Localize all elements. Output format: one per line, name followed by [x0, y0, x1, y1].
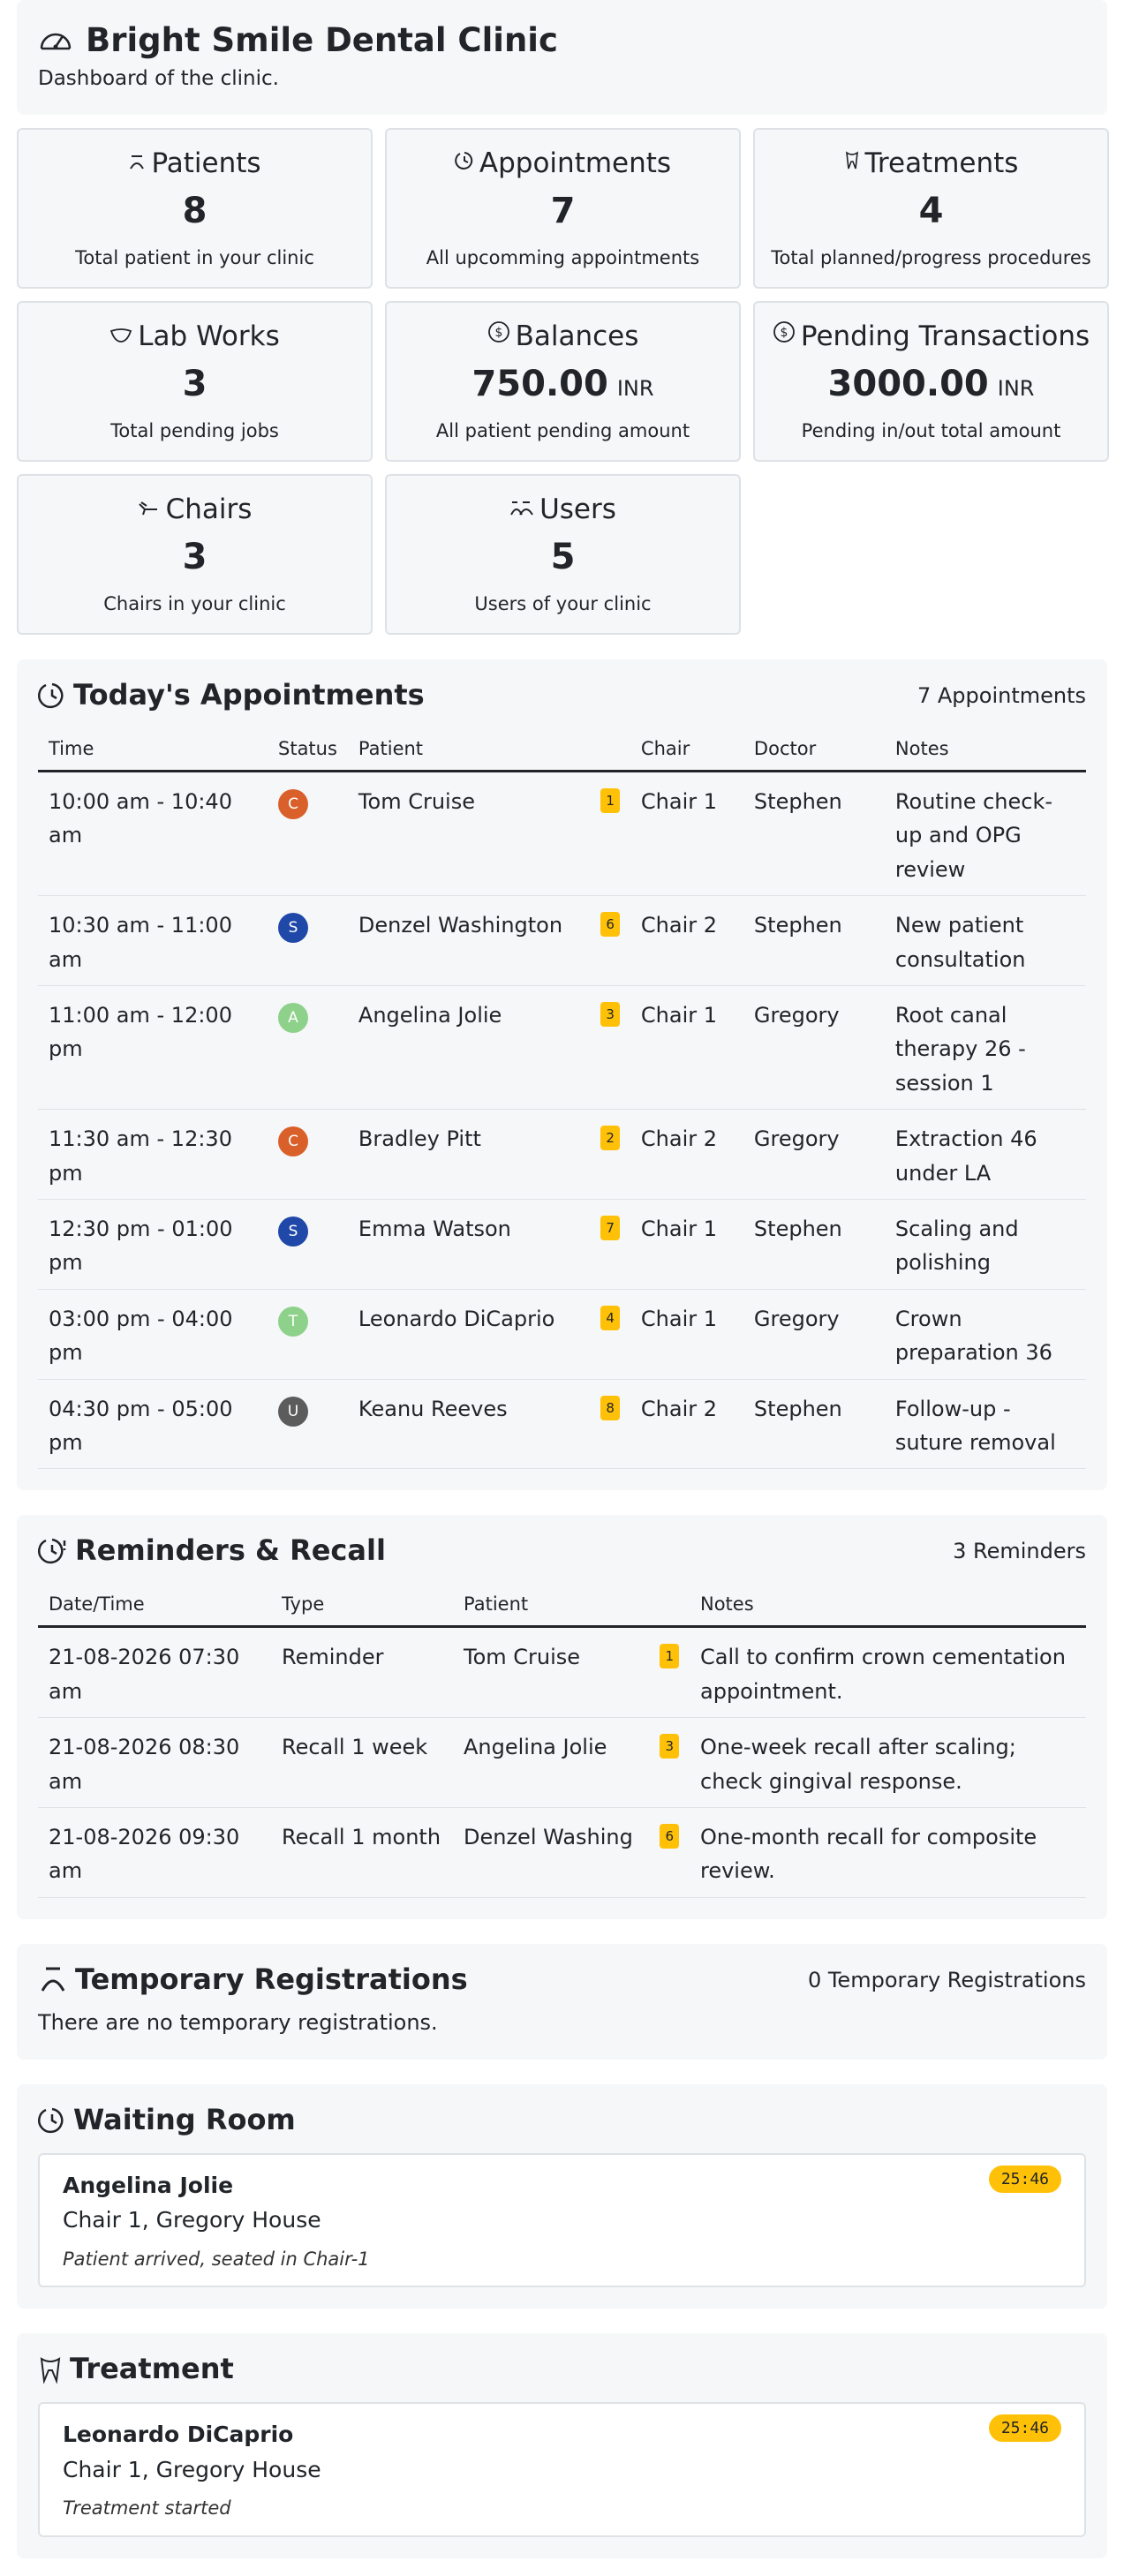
table-row[interactable]	[38, 1289, 1086, 1379]
status-cell	[268, 896, 348, 986]
table-row[interactable]	[38, 1718, 1086, 1808]
patient-cell	[348, 1200, 630, 1290]
patient-cell	[453, 1808, 690, 1898]
reminder-notes: One-month recall for composite review.	[690, 1808, 1086, 1898]
treatment-section	[17, 2333, 1107, 2557]
table-row[interactable]	[38, 1808, 1086, 1898]
patient-tag-badge: 3	[600, 1002, 620, 1027]
svg-text:$: $	[494, 326, 503, 341]
doctor-name: Gregory	[743, 1289, 885, 1379]
table-row[interactable]	[38, 1627, 1086, 1718]
column-header[interactable]: Notes	[885, 730, 1086, 772]
appointment-time: 12:30 pm - 01:00 pm	[38, 1200, 268, 1290]
stat-title: Patients	[151, 147, 261, 179]
chair-name: Chair 1	[630, 1200, 743, 1290]
status-avatar[interactable]: S	[278, 1216, 308, 1247]
appointment-time: 11:00 am - 12:00 pm	[38, 986, 268, 1110]
reminder-datetime: 21-08-2026 09:30 am	[38, 1808, 271, 1898]
dashboard-gauge-icon	[38, 27, 73, 54]
section-title: Today's Appointments	[73, 678, 425, 712]
column-header[interactable]: Status	[268, 730, 348, 772]
patient-name[interactable]: Angelina Jolie	[464, 1735, 607, 1760]
reminder-notes: Call to confirm crown cementation appointment.	[690, 1627, 1086, 1718]
users-icon	[509, 501, 539, 527]
chair-name: Chair 1	[630, 986, 743, 1110]
patient-cell	[348, 1379, 630, 1469]
stat-value: 3000.00	[827, 364, 989, 405]
stat-desc: Users of your clinic	[474, 593, 652, 615]
reminder-notes: One-week recall after scaling; check gingival response.	[690, 1718, 1086, 1808]
appointment-notes: Scaling and polishing	[885, 1200, 1086, 1290]
doctor-name: Gregory	[743, 986, 885, 1110]
table-row[interactable]	[38, 896, 1086, 986]
patient-tag-badge: 1	[600, 788, 620, 813]
status-avatar[interactable]: T	[278, 1307, 308, 1337]
patient-tag-badge: 6	[660, 1824, 679, 1849]
column-header[interactable]: Time	[38, 730, 268, 772]
patient-cell	[348, 1110, 630, 1200]
appointment-notes: New patient consultation	[885, 896, 1086, 986]
status-avatar[interactable]: C	[278, 789, 308, 819]
table-row[interactable]	[38, 1200, 1086, 1290]
tooth-icon	[844, 151, 865, 181]
appointment-notes: Routine check-up and OPG review	[885, 772, 1086, 896]
column-header[interactable]: Patient	[453, 1586, 690, 1627]
chair-doctor: Chair 1, Gregory House	[63, 2207, 321, 2233]
doctor-name: Stephen	[743, 1200, 885, 1290]
stat-desc: Total planned/progress procedures	[771, 247, 1091, 269]
dashboard-header	[17, 0, 1107, 115]
appointments-table	[38, 730, 1086, 1470]
patient-tag-badge: 8	[600, 1396, 620, 1420]
stat-unit: INR	[997, 376, 1035, 402]
patient-icon	[128, 154, 151, 181]
patient-tag-badge: 7	[600, 1216, 620, 1240]
appointment-time: 04:30 pm - 05:00 pm	[38, 1379, 268, 1469]
stat-title: Treatments	[864, 147, 1019, 179]
todays-appointments-section	[17, 659, 1107, 1490]
patient-name: Leonardo DiCaprio	[63, 2422, 294, 2448]
section-title: Temporary Registrations	[75, 1962, 468, 1996]
chair-name: Chair 2	[630, 896, 743, 986]
doctor-name: Stephen	[743, 772, 885, 896]
tooth-icon	[38, 2355, 70, 2384]
appointment-time: 10:30 am - 11:00 am	[38, 896, 268, 986]
treatment-patient-card[interactable]	[38, 2402, 1086, 2537]
elapsed-timer-badge: 25:46	[989, 2414, 1061, 2442]
appointment-notes: Root canal therapy 26 - session 1	[885, 986, 1086, 1110]
appointment-notes: Follow-up - suture removal	[885, 1379, 1086, 1469]
stat-title: Users	[539, 493, 616, 525]
chair-name: Chair 2	[630, 1110, 743, 1200]
stat-desc: All patient pending amount	[435, 420, 690, 442]
section-title: Reminders & Recall	[75, 1533, 386, 1568]
section-title: Treatment	[70, 2352, 234, 2386]
reminder-type: Recall 1 week	[271, 1718, 453, 1808]
stat-value: 8	[182, 191, 207, 232]
status-avatar[interactable]: S	[278, 913, 308, 943]
reminder-type: Recall 1 month	[271, 1808, 453, 1898]
reminders-count: 3 Reminders	[953, 1539, 1086, 1564]
stat-title: Pending Transactions	[800, 320, 1090, 352]
table-row[interactable]	[38, 772, 1086, 896]
stat-card-users[interactable]	[385, 474, 741, 635]
stat-value: 7	[550, 191, 576, 232]
status-cell	[268, 1289, 348, 1379]
section-title: Waiting Room	[73, 2103, 296, 2137]
patient-cell	[348, 772, 630, 896]
stat-value: 3	[182, 537, 207, 578]
stat-desc: All upcomming appointments	[426, 247, 700, 269]
stat-value: 5	[550, 537, 576, 578]
stat-desc: Chairs in your clinic	[103, 593, 286, 615]
waiting-patient-card[interactable]	[38, 2153, 1086, 2288]
waiting-room-section	[17, 2084, 1107, 2309]
page-subtitle: Dashboard of the clinic.	[38, 67, 279, 91]
reminder-datetime: 21-08-2026 08:30 am	[38, 1718, 271, 1808]
status-cell	[268, 1379, 348, 1469]
stat-card-appointments[interactable]	[385, 128, 741, 289]
patient-name[interactable]: Keanu Reeves	[358, 1396, 508, 1421]
stat-title: Appointments	[479, 147, 672, 179]
patient-name[interactable]: Tom Cruise	[464, 1645, 581, 1670]
patient-name: Angelina Jolie	[63, 2172, 234, 2198]
patient-tag-badge: 3	[660, 1734, 679, 1759]
patient-cell	[348, 896, 630, 986]
patient-tag-badge: 1	[660, 1644, 679, 1668]
column-header[interactable]: Notes	[690, 1586, 1086, 1627]
patient-tag-badge: 4	[600, 1306, 620, 1330]
column-header[interactable]: Doctor	[743, 730, 885, 772]
column-header[interactable]: Date/Time	[38, 1586, 271, 1627]
column-header[interactable]: Patient	[348, 730, 630, 772]
stat-card-balances[interactable]	[385, 301, 741, 462]
column-header[interactable]: Type	[271, 1586, 453, 1627]
stat-desc: Total patient in your clinic	[75, 247, 314, 269]
doctor-name: Stephen	[743, 1379, 885, 1469]
appointments-count: 7 Appointments	[917, 682, 1086, 708]
stat-desc: Pending in/out total amount	[801, 420, 1061, 442]
clock-icon	[455, 151, 479, 181]
stat-value: 750.00	[471, 364, 608, 405]
stat-card-patients[interactable]	[17, 128, 373, 289]
patient-cell	[348, 986, 630, 1110]
clock-icon	[38, 2106, 73, 2135]
stat-value: 4	[918, 191, 944, 232]
patient-tag-badge: 6	[600, 912, 620, 937]
elapsed-timer-badge: 25:46	[989, 2165, 1061, 2193]
column-header[interactable]: Chair	[630, 730, 743, 772]
stat-card-treatments[interactable]	[753, 128, 1109, 289]
chair-name: Chair 1	[630, 772, 743, 896]
status-avatar[interactable]: C	[278, 1126, 308, 1156]
patient-name[interactable]: Leonardo DiCaprio	[358, 1306, 555, 1331]
appointment-time: 11:30 am - 12:30 pm	[38, 1110, 268, 1200]
svg-text:$: $	[780, 326, 788, 341]
stat-value: 3	[182, 364, 207, 405]
patient-name[interactable]: Tom Cruise	[358, 789, 475, 815]
doctor-name: Stephen	[743, 896, 885, 986]
stat-card-pending-transactions[interactable]	[753, 301, 1109, 462]
table-row[interactable]	[38, 986, 1086, 1110]
stat-desc: Total pending jobs	[110, 420, 279, 442]
doctor-name: Gregory	[743, 1110, 885, 1200]
clock-icon	[38, 682, 73, 710]
temp-registrations-count: 0 Temporary Registrations	[807, 1967, 1086, 1992]
reminder-type: Reminder	[271, 1627, 453, 1718]
table-row[interactable]	[38, 1110, 1086, 1200]
patient-cell	[453, 1627, 690, 1718]
appointment-notes: Extraction 46 under LA	[885, 1110, 1086, 1200]
status-cell	[268, 772, 348, 896]
lab-icon	[109, 328, 138, 354]
chair-icon	[138, 501, 166, 527]
patient-icon	[38, 1966, 75, 1994]
patient-name[interactable]: Bradley Pitt	[358, 1126, 481, 1152]
status-cell	[268, 1200, 348, 1290]
stat-title: Chairs	[165, 493, 253, 525]
stat-card-chairs[interactable]	[17, 474, 373, 635]
page-title: Bright Smile Dental Clinic	[86, 21, 558, 59]
chair-name: Chair 1	[630, 1289, 743, 1379]
appointment-notes: Crown preparation 36	[885, 1289, 1086, 1379]
reminder-clock-icon	[38, 1537, 75, 1565]
stat-title: Lab Works	[138, 320, 280, 352]
status-note: Treatment started	[63, 2497, 231, 2520]
empty-message: There are no temporary registrations.	[38, 2010, 438, 2036]
patient-name[interactable]: Angelina Jolie	[358, 1003, 502, 1028]
reminders-table	[38, 1586, 1086, 1898]
patient-name[interactable]: Denzel Washington	[358, 913, 563, 938]
appointment-time: 10:00 am - 10:40 am	[38, 772, 268, 896]
reminders-recall-section	[17, 1515, 1107, 1918]
reminder-datetime: 21-08-2026 07:30 am	[38, 1627, 271, 1718]
patient-name[interactable]: Denzel Washing	[464, 1825, 633, 1849]
patient-name[interactable]: Emma Watson	[358, 1216, 511, 1241]
status-cell	[268, 986, 348, 1110]
stats-grid	[17, 128, 1107, 635]
patient-tag-badge: 2	[600, 1126, 620, 1150]
status-cell	[268, 1110, 348, 1200]
stat-title: Balances	[515, 320, 639, 352]
table-row[interactable]	[38, 1379, 1086, 1469]
dollar-coin-icon	[487, 320, 516, 354]
temporary-registrations-section	[17, 1944, 1107, 2060]
stat-card-lab-works[interactable]	[17, 301, 373, 462]
dollar-coin-icon	[773, 320, 801, 354]
stat-unit: INR	[616, 376, 654, 402]
patient-cell	[453, 1718, 690, 1808]
status-avatar[interactable]: U	[278, 1397, 308, 1427]
status-avatar[interactable]: A	[278, 1003, 308, 1033]
chair-doctor: Chair 1, Gregory House	[63, 2456, 321, 2482]
patient-cell	[348, 1289, 630, 1379]
appointment-time: 03:00 pm - 04:00 pm	[38, 1289, 268, 1379]
status-note: Patient arrived, seated in Chair-1	[63, 2248, 370, 2270]
chair-name: Chair 2	[630, 1379, 743, 1469]
